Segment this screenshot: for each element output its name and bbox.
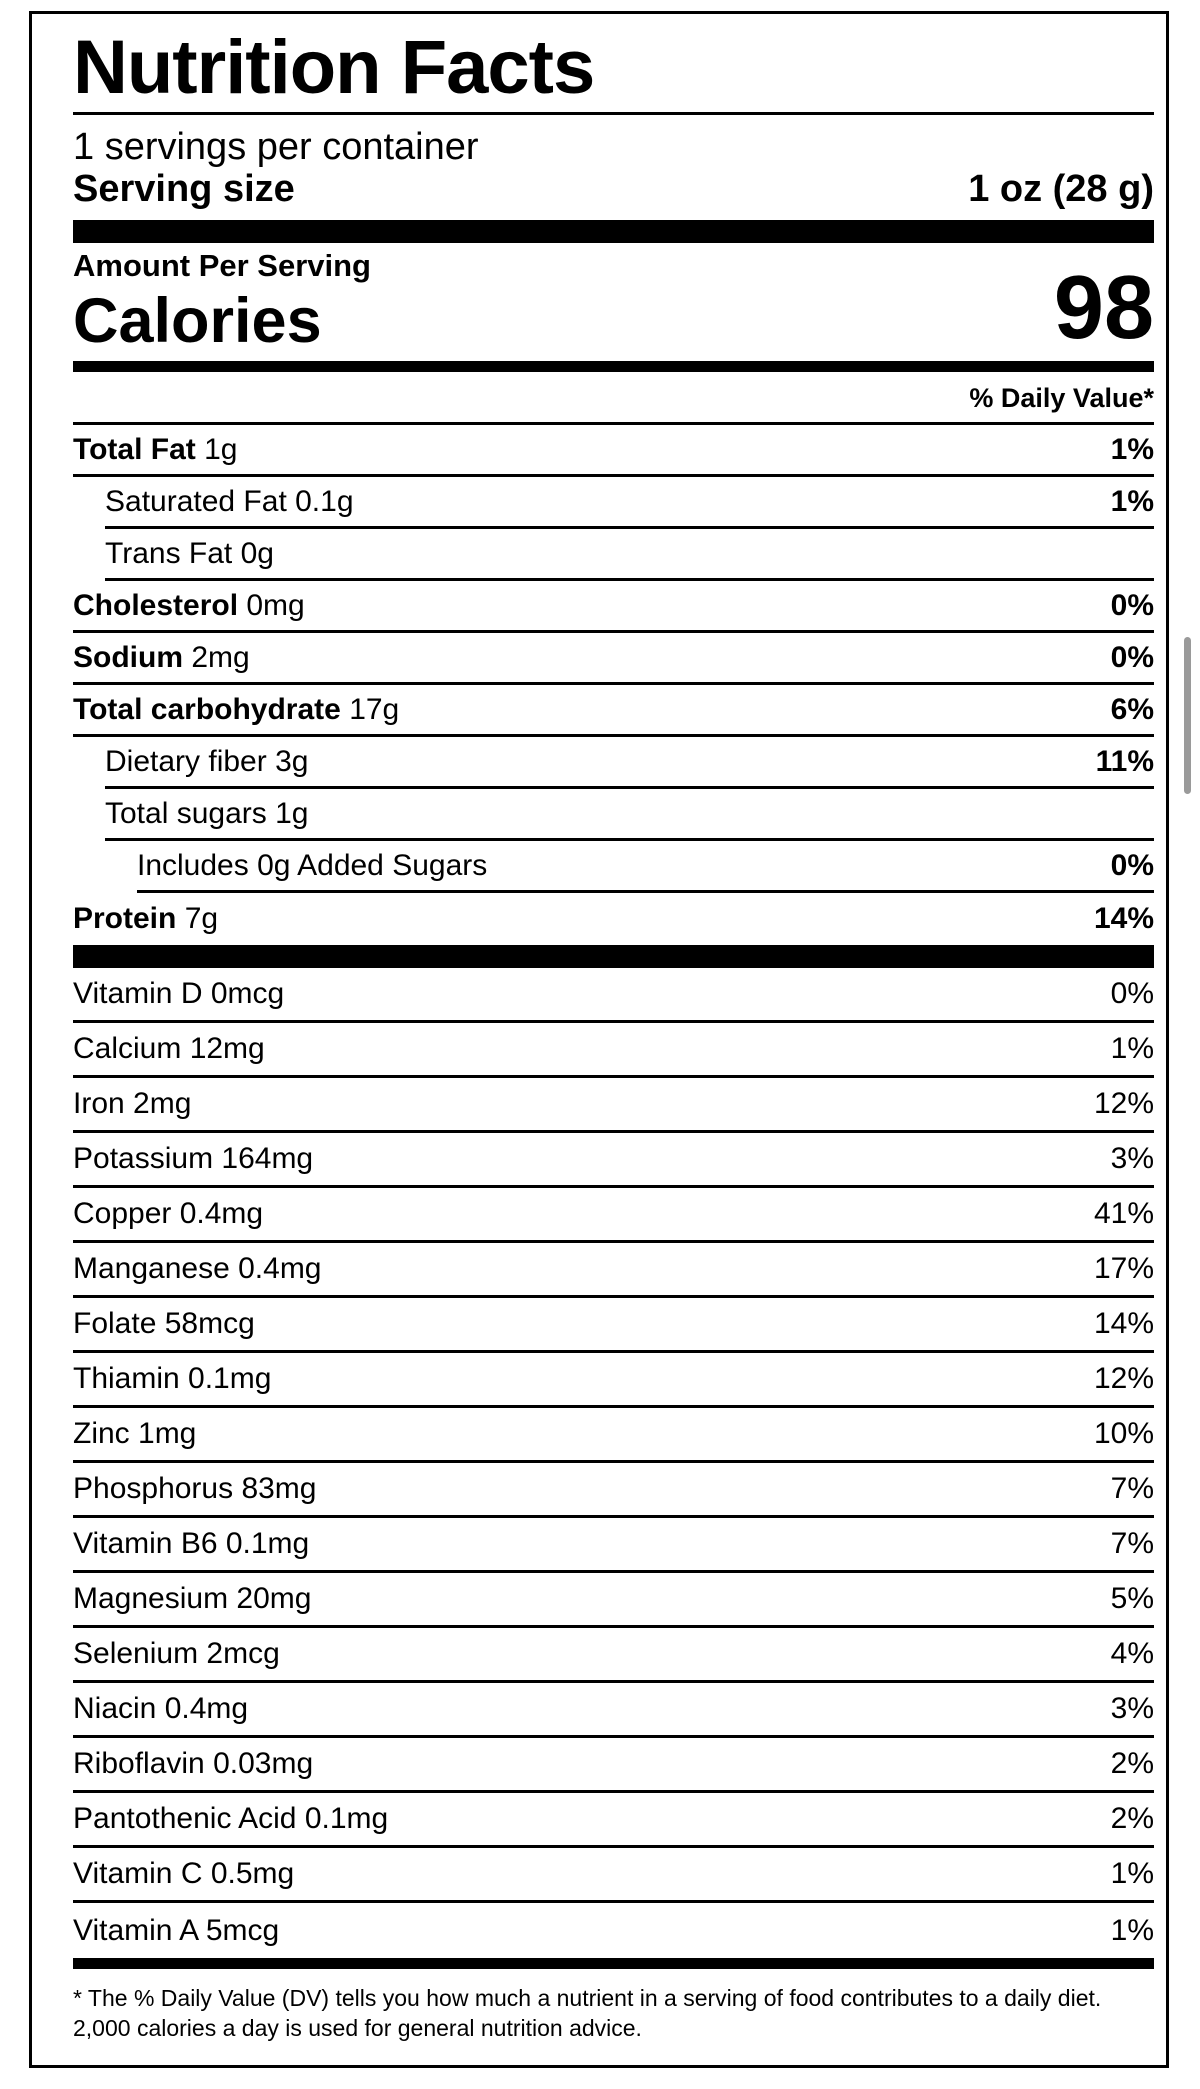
scrollbar-thumb[interactable] <box>1184 637 1191 794</box>
vitamin-name-amount: Phosphorus 83mg <box>73 1472 317 1505</box>
nutrient-amount: 0mg <box>246 588 305 622</box>
nutrient-name: Total Fat <box>73 432 196 466</box>
medium-divider <box>73 361 1154 372</box>
vitamin-row <box>73 1243 1154 1298</box>
vitamin-name-amount: Vitamin C 0.5mg <box>73 1857 295 1890</box>
servings-per-container: 1 servings per container <box>73 126 479 168</box>
nutrient-name: Protein <box>73 902 177 935</box>
nutrient-name: Cholesterol <box>73 588 239 622</box>
nutrient-amount: 1g <box>275 796 309 830</box>
nutrient-row-saturated-fat <box>105 477 1154 529</box>
nutrient-dv: 11% <box>1095 744 1154 778</box>
serving-size-value: 1 oz (28 g) <box>968 168 1154 210</box>
vitamin-dv: 3% <box>1110 1142 1154 1175</box>
nutrient-row-total-sugars <box>105 789 1154 841</box>
nutrient-row-cholesterol <box>73 581 1154 633</box>
nutrient-amount: 7g <box>184 902 219 935</box>
vitamin-dv: 7% <box>1110 1472 1154 1505</box>
vitamin-dv: 12% <box>1093 1087 1154 1120</box>
vitamin-dv: 12% <box>1093 1362 1154 1395</box>
nutrient-amount: 2mg <box>191 640 250 674</box>
vitamin-row <box>73 1738 1154 1793</box>
nutrition-label-content <box>73 14 1154 2043</box>
nutrient-dv: 0% <box>1110 588 1154 622</box>
vitamin-row <box>73 1573 1154 1628</box>
vitamin-name-amount: Pantothenic Acid 0.1mg <box>73 1802 389 1835</box>
vitamin-dv: 4% <box>1110 1637 1154 1670</box>
vitamin-name-amount: Iron 2mg <box>73 1087 192 1120</box>
vitamin-dv: 1% <box>1110 1032 1154 1065</box>
nutrient-amount: 0.1g <box>295 484 354 518</box>
vitamin-dv: 7% <box>1110 1527 1154 1560</box>
nutrient-name: Includes 0g Added Sugars <box>137 848 488 882</box>
divider <box>73 112 1154 115</box>
nutrient-name: Total sugars <box>105 796 267 830</box>
nutrient-row-trans-fat <box>105 529 1154 581</box>
vitamin-name-amount: Copper 0.4mg <box>73 1197 264 1230</box>
vitamin-dv: 2% <box>1110 1802 1154 1835</box>
calories-value: 98 <box>1053 258 1154 358</box>
vitamin-name-amount: Zinc 1mg <box>73 1417 197 1450</box>
vitamin-dv: 17% <box>1093 1252 1154 1285</box>
vitamin-name-amount: Vitamin D 0mcg <box>73 977 285 1010</box>
vitamin-row <box>73 1133 1154 1188</box>
vitamin-name-amount: Potassium 164mg <box>73 1142 314 1175</box>
nutrient-row-protein <box>73 893 1154 945</box>
vitamin-row <box>73 1628 1154 1683</box>
vitamin-name-amount: Manganese 0.4mg <box>73 1252 322 1285</box>
nutrient-list <box>73 425 1154 945</box>
vitamin-row <box>73 1408 1154 1463</box>
vitamin-row <box>73 1298 1154 1353</box>
vitamin-row <box>73 1463 1154 1518</box>
vitamin-name-amount: Thiamin 0.1mg <box>73 1362 272 1395</box>
vitamin-name-amount: Vitamin A 5mcg <box>73 1913 280 1947</box>
serving-size-row <box>73 170 1154 208</box>
nutrient-name: Saturated Fat <box>105 484 287 518</box>
nutrient-amount: 0g <box>240 536 274 570</box>
vitamin-dv: 41% <box>1093 1197 1154 1230</box>
nutrient-name: Trans Fat <box>105 536 233 570</box>
nutrient-name: Total carbohydrate <box>73 692 341 726</box>
nutrient-row-total-fat <box>73 425 1154 477</box>
vitamin-name-amount: Folate 58mcg <box>73 1307 255 1340</box>
vitamin-dv: 2% <box>1110 1747 1154 1780</box>
vitamin-dv: 1% <box>1110 1913 1154 1947</box>
nutrient-row-sodium <box>73 633 1154 685</box>
nutrient-amount: 17g <box>349 692 400 726</box>
vitamin-row <box>73 1353 1154 1408</box>
daily-value-header: % Daily Value* <box>73 372 1154 425</box>
nutrient-amount: 1g <box>204 432 238 466</box>
thick-divider <box>73 945 1154 968</box>
vitamin-row <box>73 1188 1154 1243</box>
vitamin-row <box>73 1023 1154 1078</box>
vitamin-name-amount: Riboflavin 0.03mg <box>73 1747 314 1780</box>
nutrient-dv: 1% <box>1110 432 1154 466</box>
vitamin-row <box>73 1078 1154 1133</box>
vitamin-name-amount: Magnesium 20mg <box>73 1582 312 1615</box>
amount-per-serving: Amount Per Serving <box>73 248 371 283</box>
vitamin-row <box>73 968 1154 1023</box>
serving-size-label: Serving size <box>73 168 295 210</box>
vitamin-dv: 5% <box>1110 1582 1154 1615</box>
nutrient-name: Dietary fiber <box>105 744 267 778</box>
vitamin-dv: 0% <box>1110 977 1154 1010</box>
nutrient-dv: 6% <box>1110 692 1154 726</box>
vitamin-name-amount: Calcium 12mg <box>73 1032 265 1065</box>
nutrient-dv: 0% <box>1110 848 1154 882</box>
vitamin-dv: 1% <box>1110 1857 1154 1890</box>
vitamin-name-amount: Niacin 0.4mg <box>73 1692 249 1725</box>
vitamin-row <box>73 1793 1154 1848</box>
nutrient-dv: 1% <box>1110 484 1154 518</box>
vitamin-row <box>73 1683 1154 1738</box>
vitamin-list <box>73 968 1154 1958</box>
vitamin-dv: 14% <box>1093 1307 1154 1340</box>
vitamin-row <box>73 1903 1154 1958</box>
thick-divider <box>73 220 1154 243</box>
calories-label: Calories <box>73 286 322 356</box>
vitamin-dv: 10% <box>1093 1417 1154 1450</box>
nutrient-name: Sodium <box>73 640 183 674</box>
medium-divider <box>73 1958 1154 1969</box>
vitamin-row <box>73 1518 1154 1573</box>
vitamin-name-amount: Selenium 2mcg <box>73 1637 280 1670</box>
nutrient-dv: 0% <box>1110 640 1154 674</box>
nutrient-dv: 14% <box>1093 902 1154 935</box>
nutrient-row-dietary-fiber <box>105 737 1154 789</box>
nutrient-row-total-carbohydrate <box>73 685 1154 737</box>
vitamin-row <box>73 1848 1154 1903</box>
nutrient-row-added-sugars <box>137 841 1154 893</box>
daily-value-footnote: * The % Daily Value (DV) tells you how much a nutrient in a serving of food contributes to a daily diet. 2,000 calories a day is used for general nutrition advice. <box>73 1985 1102 2041</box>
nutrition-label <box>29 11 1169 2068</box>
vitamin-dv: 3% <box>1110 1692 1154 1725</box>
nutrient-amount: 3g <box>275 744 309 778</box>
label-title: Nutrition Facts <box>73 25 595 110</box>
vitamin-name-amount: Vitamin B6 0.1mg <box>73 1527 310 1560</box>
